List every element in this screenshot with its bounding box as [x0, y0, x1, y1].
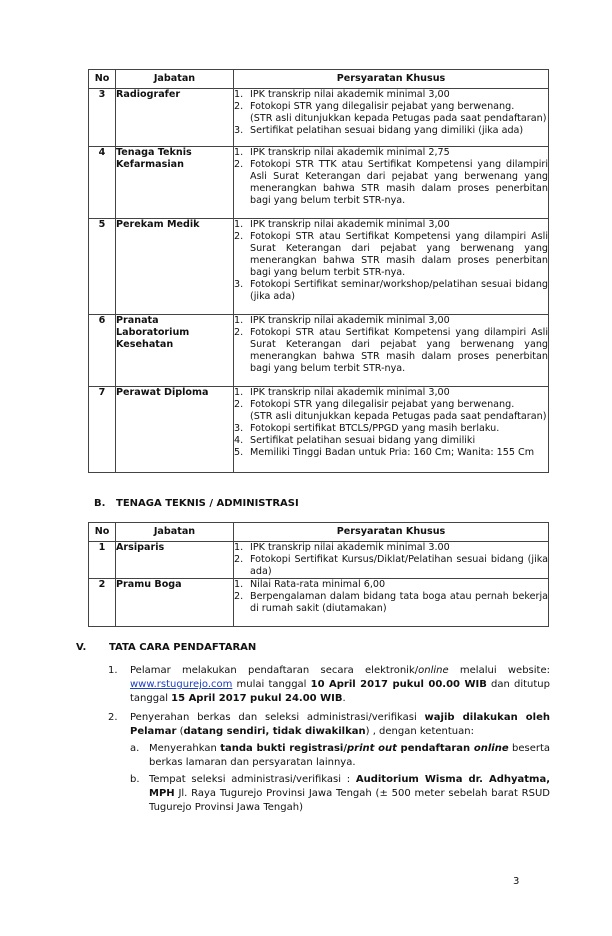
- registration-step-2b: [130, 773, 550, 815]
- list-item: 1. IPK transkrip nilai akademik minimal 3,00: [234, 89, 450, 100]
- list-item: 2. Fotokopi Sertifikat Kursus/Diklat/Pelatihan sesuai bidang (jika ada): [234, 554, 548, 577]
- section-v-heading: [76, 642, 256, 654]
- requirements-cell: [234, 219, 549, 315]
- website-link[interactable]: www.rstugurejo.com: [130, 679, 233, 690]
- table-row: [89, 579, 549, 627]
- list-item: 1. IPK transkrip nilai akademik minimal 2,75: [234, 147, 450, 158]
- page-number: 3: [513, 876, 520, 887]
- step-text: Penyerahan berkas dan seleksi administrasi/verifikasi wajib dilakukan oleh Pelamar (datang sendiri, tidak diwakilkan) , dengan ketentuan:: [130, 712, 550, 737]
- sub-step-text: Tempat seleksi administrasi/verifikasi : Auditorium Wisma dr. Adhyatma, MPH Jl. Raya Tugurejo Provinsi Jawa Tengah (± 500 meter sebelah barat RSUD Tugurejo Provinsi Jawa Tengah): [149, 774, 550, 813]
- section-roman-numeral: V.: [76, 642, 87, 653]
- step-number: 1.: [108, 665, 118, 676]
- list-item: 1. IPK transkrip nilai akademik minimal 3,00: [234, 387, 450, 398]
- table-row: [89, 542, 549, 579]
- table-header-row: [89, 70, 549, 89]
- registration-close-date: 15 April 2017 pukul 24.00 WIB: [171, 693, 343, 704]
- list-item: 1. Nilai Rata-rata minimal 6,00: [234, 579, 386, 590]
- list-item: 1. IPK transkrip nilai akademik minimal 3,00: [234, 219, 450, 230]
- job-title: Pranata Laboratorium Kesehatan: [116, 315, 234, 387]
- list-item: 2. Fotokopi STR atau Sertifikat Kompetensi yang dilampiri Asli Surat Keterangan dari pejabat yang berwenang yang menerangkan bahwa STR masih dalam proses penerbitan bagi yang belum terbit STR-nya.: [234, 327, 548, 374]
- registration-open-date: 10 April 2017 pukul 00.00 WIB: [310, 679, 487, 690]
- list-item: 3. Sertifikat pelatihan sesuai bidang yang dimiliki (jika ada): [234, 125, 524, 136]
- section-title: TENAGA TEKNIS / ADMINISTRASI: [116, 498, 299, 509]
- requirements-cell: [234, 542, 549, 579]
- list-item: 1. IPK transkrip nilai akademik minimal 3,00: [234, 315, 450, 326]
- requirements-cell: [234, 579, 549, 627]
- registration-step-2a: [130, 742, 550, 770]
- section-b-heading: [94, 498, 299, 510]
- header-no: No: [89, 70, 116, 89]
- section-title: TATA CARA PENDAFTARAN: [109, 642, 257, 653]
- row-number: 6: [89, 315, 116, 387]
- job-title: Pramu Boga: [116, 579, 234, 627]
- header-persyaratan: Persyaratan Khusus: [234, 70, 549, 89]
- table-row: [89, 89, 549, 147]
- list-item: 2. Fotokopi STR yang dilegalisir pejabat yang berwenang. (STR asli ditunjukkan kepada Petugas pada saat pendaftaran): [234, 399, 547, 422]
- table-row: [89, 147, 549, 219]
- job-title: Perekam Medik: [116, 219, 234, 315]
- list-item: 2. Fotokopi STR TTK atau Sertifikat Kompetensi yang dilampiri Asli Surat Keterangan dari pejabat yang berwenang yang menerangkan bahwa STR masih dalam proses penerbitan bagi yang belum terbit STR-nya.: [234, 159, 548, 206]
- list-item: 2. Fotokopi STR atau Sertifikat Kompetensi yang dilampiri Asli Surat Keterangan dari pejabat yang berwenang yang menerangkan bahwa STR masih dalam proses penerbitan bagi yang belum terbit STR-nya.: [234, 231, 548, 278]
- list-item: 5. Memiliki Tinggi Badan untuk Pria: 160 Cm; Wanita: 155 Cm: [234, 447, 535, 458]
- job-title: Perawat Diploma: [116, 387, 234, 473]
- table-header-row: [89, 523, 549, 542]
- list-item: 3. Fotokopi Sertifikat seminar/workshop/pelatihan sesuai bidang (jika ada): [234, 279, 548, 302]
- requirements-cell: [234, 387, 549, 473]
- step-text: Pelamar melakukan pendaftaran secara elektronik/online melalui website: www.rstugurejo.com mulai tanggal 10 April 2017 pukul 00.00 WIB dan ditutup tanggal 15 April 2017 pukul 24.00 WIB.: [130, 665, 550, 704]
- row-number: 5: [89, 219, 116, 315]
- step-number: 2.: [108, 712, 118, 723]
- requirements-cell: [234, 147, 549, 219]
- table-row: [89, 219, 549, 315]
- sub-step-letter: a.: [130, 743, 140, 754]
- table-row: [89, 315, 549, 387]
- job-title: Radiografer: [116, 89, 234, 147]
- list-item: 4. Sertifikat pelatihan sesuai bidang yang dimiliki: [234, 435, 476, 446]
- sub-step-text: Menyerahkan tanda bukti registrasi/print out pendaftaran online beserta berkas lamaran dan persyaratan lainnya.: [149, 743, 551, 768]
- row-number: 1: [89, 542, 116, 579]
- requirements-table-administrative: [88, 522, 549, 627]
- list-item: 2. Fotokopi STR yang dilegalisir pejabat yang berwenang. (STR asli ditunjukkan kepada Petugas pada saat pendaftaran): [234, 101, 547, 124]
- list-item: 1. IPK transkrip nilai akademik minimal 3.00: [234, 542, 450, 553]
- registration-step-1: [108, 664, 550, 706]
- header-jabatan: Jabatan: [116, 523, 234, 542]
- list-item: 3. Fotokopi sertifikat BTCLS/PPGD yang masih berlaku.: [234, 423, 500, 434]
- requirements-cell: [234, 89, 549, 147]
- row-number: 2: [89, 579, 116, 627]
- row-number: 7: [89, 387, 116, 473]
- requirements-table-medical: [88, 69, 549, 473]
- table-row: [89, 387, 549, 473]
- header-jabatan: Jabatan: [116, 70, 234, 89]
- job-title: Arsiparis: [116, 542, 234, 579]
- job-title: Tenaga Teknis Kefarmasian: [116, 147, 234, 219]
- section-letter: B.: [94, 498, 106, 509]
- sub-step-letter: b.: [130, 774, 140, 785]
- row-number: 4: [89, 147, 116, 219]
- registration-step-2: [108, 711, 550, 739]
- row-number: 3: [89, 89, 116, 147]
- header-persyaratan: Persyaratan Khusus: [234, 523, 549, 542]
- header-no: No: [89, 523, 116, 542]
- list-item: 2. Berpengalaman dalam bidang tata boga atau pernah bekerja di rumah sakit (diutamakan): [234, 591, 548, 614]
- requirements-cell: [234, 315, 549, 387]
